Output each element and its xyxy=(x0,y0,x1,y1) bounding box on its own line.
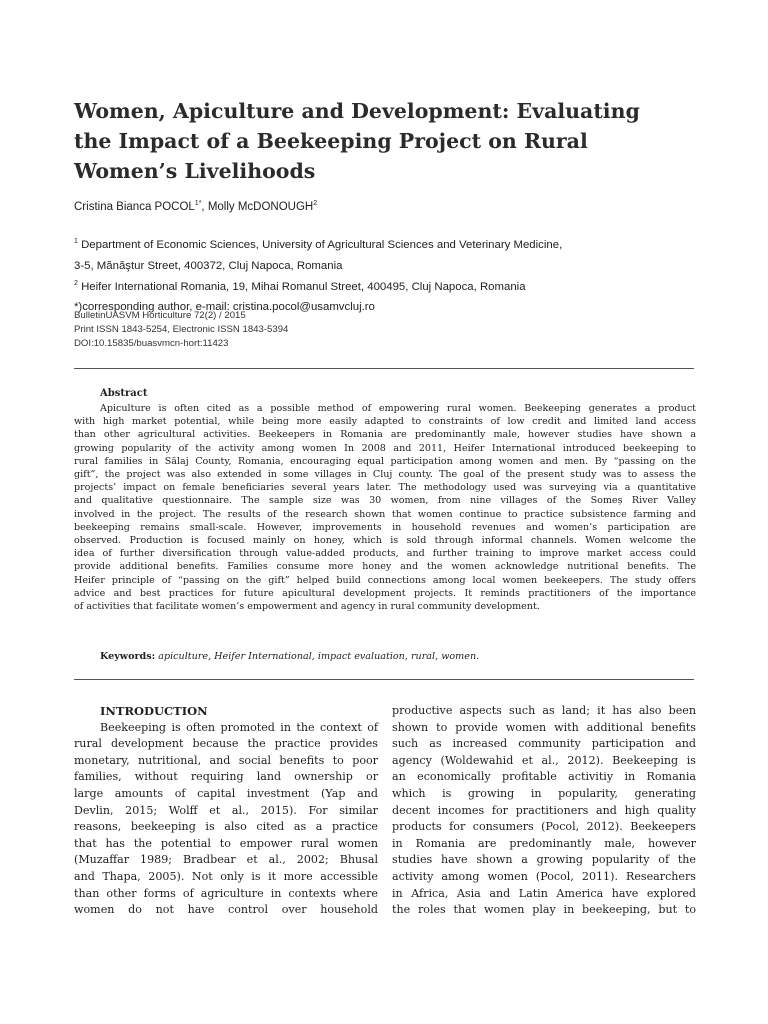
top-divider xyxy=(74,368,694,369)
body-line: women do not have control over household xyxy=(74,903,378,917)
body-line: decent incomes for practitioners and high quality xyxy=(392,803,696,817)
body-line: monetary, nutritional, and social benefits to poor xyxy=(74,753,378,767)
abstract-line: beekeeping remains small-scale. However, improvements in household revenues and women’s participation are xyxy=(74,521,696,533)
body-line: the roles that women play in beekeeping, but to xyxy=(392,903,696,917)
body-line: large amounts of capital investment (Yap and xyxy=(74,786,378,800)
abstract-line: with high market potential, while being more easily adapted to constraints of low credit and limited land access xyxy=(74,416,696,428)
abstract-line: gift”, the project was also extended in some villages in Cluj county. The goal of the present study was to assess the xyxy=(74,469,696,481)
affiliation-marker: 1 xyxy=(74,238,78,245)
body-line: an economically profitable activitiy in Romania xyxy=(392,770,696,784)
abstract-line: Apiculture is often cited as a possible method of empowering rural women. Beekeeping generates a product xyxy=(100,403,696,414)
abstract-line: projects’ impact on female beneficiaries several years later. The methodology used was surveying via a quantitative xyxy=(74,482,696,494)
affiliation-text: 3-5, Mănăştur Street, 400372, Cluj Napoca, Romania xyxy=(74,259,343,272)
author-name: Molly McDONOUGH xyxy=(207,200,314,213)
journal-doi: DOI:10.15835/buasvmcn-hort:11423 xyxy=(74,338,229,349)
affiliation-marker: 2 xyxy=(74,279,78,287)
body-line: productive aspects such as land; it has also been xyxy=(392,704,696,717)
abstract-line: provide additional benefits. Families consume more honey and the women acknowledge nutritional benefits. The xyxy=(74,561,696,573)
abstract-line: idea of further diversification through value-added products, and further training to improve market access could xyxy=(74,548,696,560)
bottom-divider xyxy=(74,679,694,680)
abstract-line: and qualitative questionnaire. The sample size was 30 women, from nine villages of the Someș River Valley xyxy=(74,495,696,507)
abstract-line: rural families in Sălaj County, Romania, encouraging equal participation among women and men. By “passing on the xyxy=(74,455,696,467)
body-line: and Thapa, 2005). Not only is it more accessible xyxy=(74,869,378,883)
body-line: in Romania are predominantly male, however xyxy=(392,836,696,850)
journal-metadata xyxy=(74,309,288,351)
affiliations xyxy=(74,233,714,316)
abstract-body xyxy=(74,402,696,613)
body-line: rural development because the practice provides xyxy=(74,737,378,751)
title-line: Women, Apiculture and Development: Evaluating xyxy=(74,99,640,123)
abstract-line: growing popularity of the activity among women In 2008 and 2011, Heifer International introduced beekeeping to xyxy=(74,442,696,454)
affiliation-line xyxy=(74,275,714,296)
keywords xyxy=(100,651,479,662)
keywords-label: Keywords: xyxy=(100,651,156,662)
title-line: Women’s Livelihoods xyxy=(74,159,316,183)
abstract-line: Heifer principle of “passing on the gift” helped build connections among local women beekeepers. The study offers xyxy=(74,574,696,586)
abstract-line: involved in the project. The results of the research shown that women continue to practice subsistence farming and xyxy=(74,508,696,520)
corresponding-author-text: *)corresponding author, e-mail: cristina.pocol@usamvcluj.ro xyxy=(74,301,375,314)
body-line: reasons, beekeeping is also cited as a practice xyxy=(74,820,378,834)
abstract-line: advice and best practices for future apicultural development projects. It reminds practitioners of the importance xyxy=(74,587,696,599)
author-affiliation-marker: 1* xyxy=(194,200,202,207)
abstract-line: of activities that facilitate women’s empowerment and agency in rural community development. xyxy=(74,601,540,613)
body-line: shown to provide women with additional benefits xyxy=(392,720,696,734)
body-line: families, without requiring land ownership or xyxy=(74,770,378,784)
body-line: activity among women (Pocol, 2011). Researchers xyxy=(392,869,696,883)
body-column-left xyxy=(74,703,378,919)
body-line: products for consumers (Pocol, 2012). Beekeepers xyxy=(392,820,696,834)
abstract-line: observed. Production is focused mainly on honey, which is sold through informal channels. Women welcome the xyxy=(74,535,696,547)
author-affiliation-marker: 2 xyxy=(313,200,318,207)
introduction-heading: INTRODUCTION xyxy=(100,704,208,718)
keywords-text: apiculture, Heifer International, impact evaluation, rural, women. xyxy=(155,651,480,662)
affiliation-line xyxy=(74,233,714,254)
affiliation-text: Heifer International Romania, 19, Mihai Romanul Street, 400495, Cluj Napoca, Romania xyxy=(77,280,526,293)
body-line: which is growing in popularity, generating xyxy=(392,786,696,800)
abstract-line: than other agricultural activities. Beekeepers in Romania are predominantly male, however studies have shown a xyxy=(74,429,696,441)
body-line: studies have shown a growing popularity of the xyxy=(392,853,696,867)
title-line: the Impact of a Beekeeping Project on Rural xyxy=(74,129,588,153)
body-line: Beekeeping is often promoted in the context of xyxy=(100,720,378,734)
journal-citation: BulletinUASVM Horticulture 72(2) / 2015 xyxy=(74,310,246,321)
body-column-right xyxy=(392,703,696,919)
body-line: such as increased community participation and xyxy=(392,737,696,751)
body-line: in Africa, Asia and Latin America have explored xyxy=(392,886,696,900)
author-name: Cristina Bianca POCOL xyxy=(74,200,195,213)
affiliation-line xyxy=(74,254,714,275)
body-line: than other forms of agriculture in contexts where xyxy=(74,886,378,900)
affiliation-text: Department of Economic Sciences, University of Agricultural Sciences and Veterinary Medicine, xyxy=(77,238,563,251)
author-list xyxy=(74,200,317,213)
abstract-heading: Abstract xyxy=(100,388,148,399)
body-line: Devlin, 2015; Wolff et al., 2015). For similar xyxy=(74,803,378,817)
author-separator: , xyxy=(201,200,208,213)
body-line: agency (Woldewahid et al., 2012). Beekeeping is xyxy=(392,753,696,767)
paper-title xyxy=(74,96,714,186)
body-line: that has the potential to empower rural women xyxy=(74,836,378,850)
journal-issn: Print ISSN 1843-5254, Electronic ISSN 1843-5394 xyxy=(74,324,289,335)
body-line: (Muzaffar 1989; Bradbear et al., 2002; Bhusal xyxy=(74,853,378,867)
